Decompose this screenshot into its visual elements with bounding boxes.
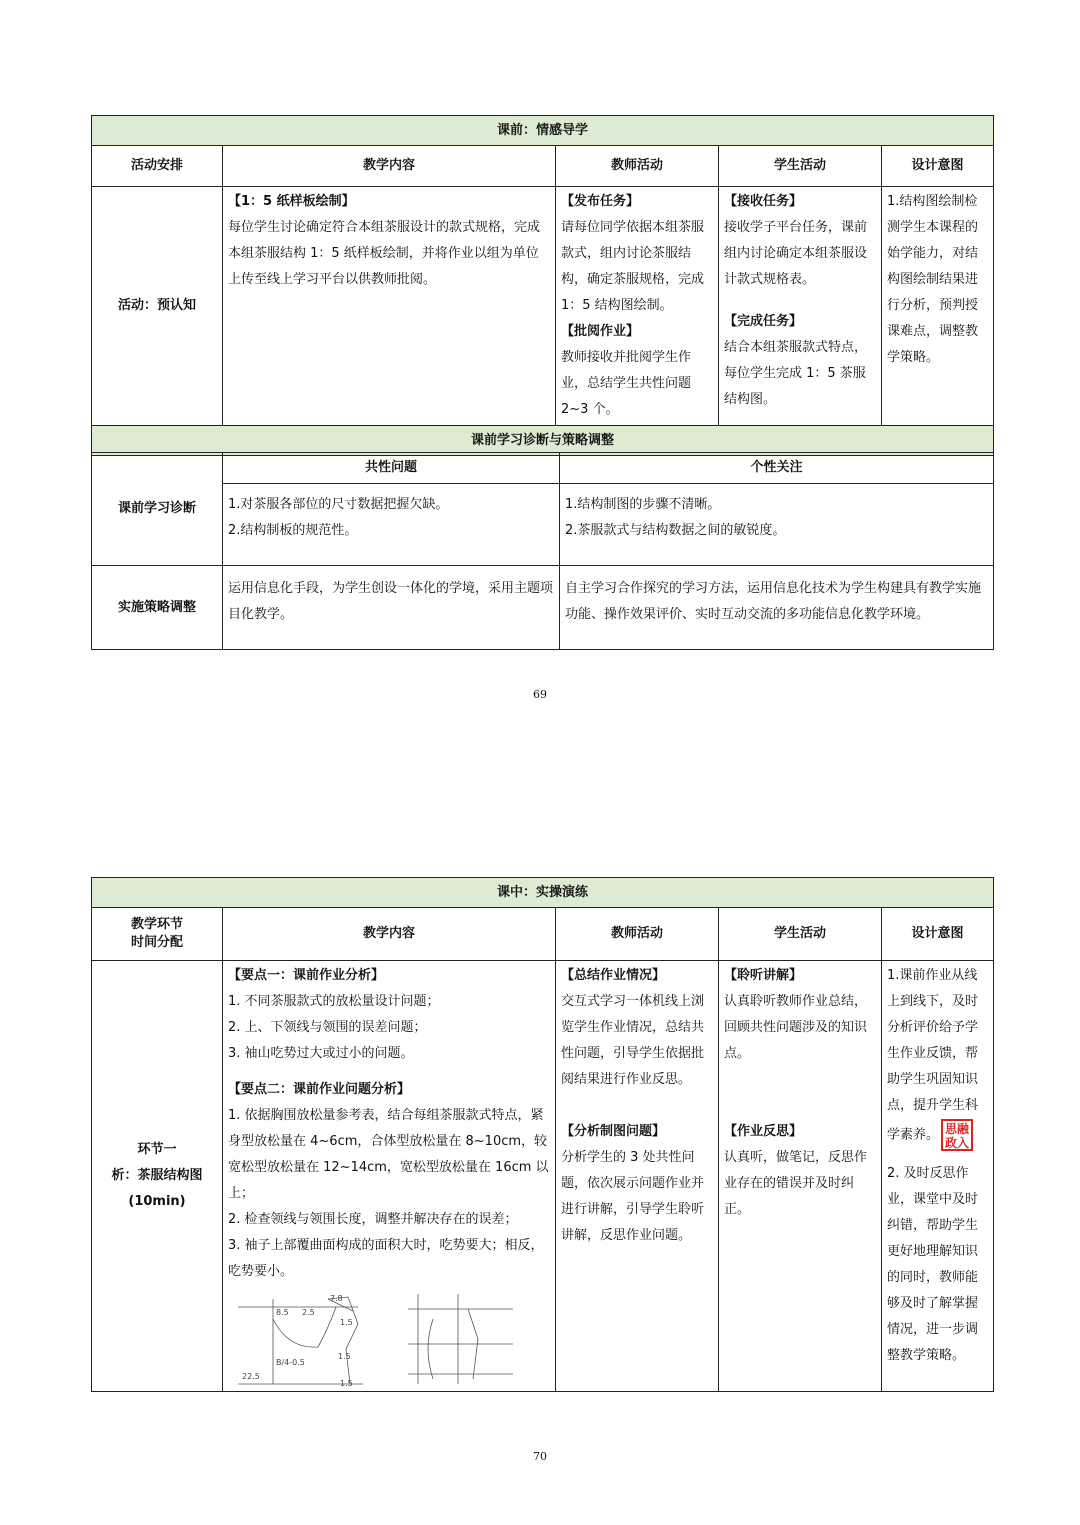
content-body: 每位学生讨论确定符合本组茶服设计的款式规格，完成本组茶服结构 1：5 纸样板绘制，并将作业以组为单位上传至线上学习平台以供教师批阅。	[228, 220, 541, 287]
sketch-label: 1.5	[338, 1352, 351, 1361]
header-content: 教学内容	[223, 146, 556, 187]
ideology-seal-stamp: 思融 政入	[941, 1119, 973, 1151]
sketch-label: 1.5	[340, 1318, 353, 1327]
header-student: 学生活动	[719, 146, 882, 187]
design-intent	[882, 961, 994, 1392]
design-intent: 1.结构图绘制检测学生本课程的始学能力，对结构图绘制结果进行分析，预判授课难点，调整教学策略。	[882, 187, 994, 426]
student-listen-title: 【聆听讲解】	[724, 968, 803, 983]
teacher-summary-title: 【总结作业情况】	[561, 968, 666, 983]
header-intent: 设计意图	[882, 908, 994, 961]
teacher-review-body: 教师接收并批阅学生作业，总结学生共性问题 2~3 个。	[561, 350, 692, 417]
teacher-analysis-title: 【分析制图问题】	[561, 1124, 666, 1139]
list-item: 1. 不同茶服款式的放松量设计问题；	[228, 994, 440, 1009]
header-personal: 个性关注	[560, 453, 994, 484]
list-item: 1.对茶服各部位的尺寸数据把握欠缺。	[228, 497, 449, 512]
sketch-label: 2.5	[302, 1308, 315, 1317]
personal-focus	[560, 484, 994, 566]
intent-text-1: 1.课前作业从线上到线下，及时分析评价给予学生作业反馈，帮助学生巩固知识点，提升学生科学素养。	[887, 968, 979, 1143]
pattern-sketch-image	[228, 1289, 548, 1389]
student-receive-body: 接收学子平台任务，课前组内讨论确定本组茶服设计款式规格表。	[724, 220, 868, 287]
strategy-label: 实施策略调整	[92, 566, 223, 650]
list-item: 2.茶服款式与结构数据之间的敏锐度。	[565, 523, 786, 538]
list-item: 3. 袖子上部覆曲面构成的面积大时，吃势要大；相反，吃势要小。	[228, 1238, 544, 1279]
list-item: 2. 检查领线与领围长度，调整并解决存在的误差；	[228, 1212, 518, 1227]
student-receive-title: 【接收任务】	[724, 194, 803, 209]
list-item: 2.结构制板的规范性。	[228, 523, 358, 538]
sketch-label: 22.5	[242, 1372, 260, 1381]
teacher-activity	[556, 187, 719, 426]
header-activity: 活动安排	[92, 146, 223, 187]
sketch-label: 7.8	[330, 1294, 343, 1303]
header-common: 共性问题	[223, 453, 560, 484]
header-teacher: 教师活动	[556, 908, 719, 961]
diagnosis-table	[91, 452, 994, 650]
teacher-summary-body: 交互式学习一体机线上浏览学生作业情况，总结共性问题，引导学生依据批阅结果进行作业反思。	[561, 994, 705, 1087]
lesson-content	[223, 961, 556, 1392]
section-banner-pre-class: 课前：情感导学	[92, 116, 994, 146]
student-reflect-body: 认真听，做笔记，反思作业存在的错误并及时纠正。	[724, 1150, 868, 1217]
activity-content	[223, 187, 556, 426]
section-banner-diagnosis: 课前学习诊断与策略调整	[92, 426, 994, 456]
point1-title: 【要点一：课前作业分析】	[228, 968, 385, 983]
page-number: 69	[533, 688, 547, 701]
page-number: 70	[533, 1450, 547, 1463]
common-issues	[223, 484, 560, 566]
pre-class-table	[91, 115, 994, 456]
section-banner-in-class: 课中：实操演练	[92, 878, 994, 908]
student-activity	[719, 961, 882, 1392]
point2-title: 【要点二：课前作业问题分析】	[228, 1082, 411, 1097]
intent-point-1	[887, 963, 988, 1151]
content-title: 【1：5 纸样板绘制】	[228, 194, 355, 209]
list-item: 2. 上、下领线与领围的误差问题；	[228, 1020, 427, 1035]
student-listen-body: 认真聆听教师作业总结，回顾共性问题涉及的知识点。	[724, 994, 868, 1061]
teacher-analysis-body: 分析学生的 3 处共性问题，依次展示问题作业并进行讲解，引导学生聆听讲解，反思作业问题。	[561, 1150, 705, 1243]
header-segment: 教学环节 时间分配	[92, 908, 223, 961]
activity-label: 活动：预认知	[92, 187, 223, 426]
header-student: 学生活动	[719, 908, 882, 961]
segment-label: 环节一 析：茶服结构图 (10min)	[92, 961, 223, 1392]
teacher-task-title: 【发布任务】	[561, 194, 640, 209]
student-complete-body: 结合本组茶服款式特点，每位学生完成 1：5 茶服结构图。	[724, 340, 868, 407]
student-activity	[719, 187, 882, 426]
sketch-label: 1.5	[340, 1379, 353, 1388]
diagnosis-label: 课前学习诊断	[92, 453, 223, 566]
list-item: 1.结构制图的步骤不清晰。	[565, 497, 721, 512]
teacher-review-title: 【批阅作业】	[561, 324, 640, 339]
in-class-table	[91, 877, 994, 1392]
intent-point-2: 2. 及时反思作业，课堂中及时纠错，帮助学生更好地理解知识的同时，教师能够及时了解掌握情况，进一步调整教学策略。	[887, 1166, 979, 1363]
header-teacher: 教师活动	[556, 146, 719, 187]
strategy-left: 运用信息化手段，为学生创设一体化的学境，采用主题项目化教学。	[223, 566, 560, 650]
teacher-task-body: 请每位同学依据本组茶服款式，组内讨论茶服结构，确定茶服规格，完成 1：5 结构图绘制。	[561, 220, 705, 313]
strategy-right: 自主学习合作探究的学习方法，运用信息化技术为学生构建具有教学实施功能、操作效果评价、实时互动交流的多功能信息化教学环境。	[560, 566, 994, 650]
student-complete-title: 【完成任务】	[724, 314, 803, 329]
sketch-label: 8.5	[276, 1308, 289, 1317]
header-intent: 设计意图	[882, 146, 994, 187]
list-item: 3. 袖山吃势过大或过小的问题。	[228, 1046, 414, 1061]
header-content: 教学内容	[223, 908, 556, 961]
list-item: 1. 依据胸围放松量参考表，结合每组茶服款式特点，紧身型放松量在 4~6cm，合体型放松量在 8~10cm，较宽松型放松量在 12~14cm，宽松型放松量在 16cm 以上；	[228, 1108, 549, 1201]
teacher-activity	[556, 961, 719, 1392]
student-reflect-title: 【作业反思】	[724, 1124, 803, 1139]
sketch-label: B/4-0.5	[276, 1358, 305, 1367]
